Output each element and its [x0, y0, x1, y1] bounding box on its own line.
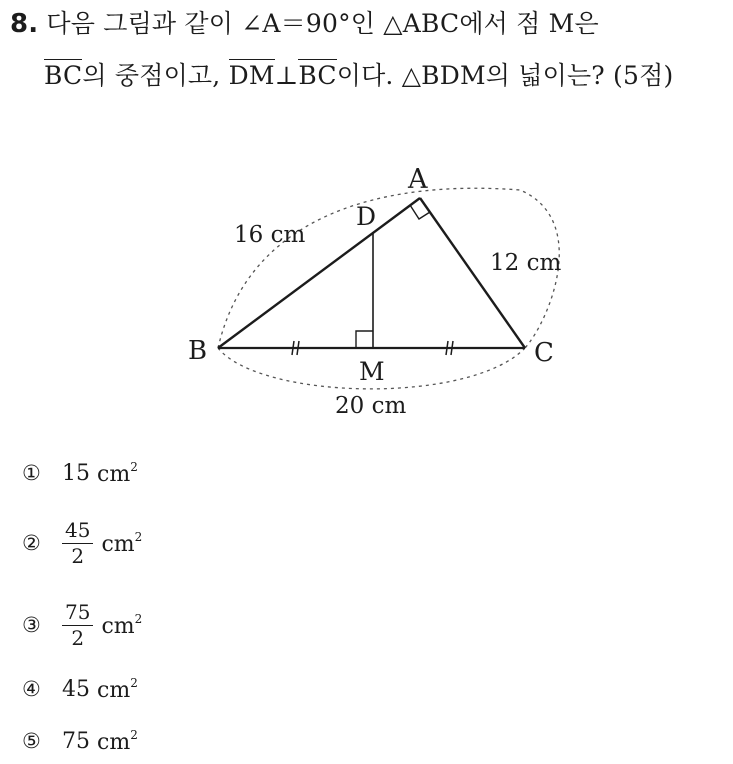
choice-mark-3: ③	[22, 613, 41, 637]
choice-3-unit: cm	[101, 613, 135, 639]
question-text-end: 이다. △BDM의 넓이는? (5점)	[336, 61, 674, 90]
segment-bc-notation-2: BC	[298, 61, 337, 90]
triangle-figure	[170, 150, 590, 430]
length-label-ab: 16 cm	[234, 222, 306, 248]
choice-5-exponent: 2	[130, 727, 138, 742]
equal-tick-mc-1	[446, 341, 448, 355]
choice-3[interactable]	[22, 600, 143, 650]
choice-2-unit: cm	[101, 531, 135, 557]
segment-bc-notation: BC	[44, 61, 83, 90]
choice-2[interactable]	[22, 518, 143, 568]
vertex-label-b: B	[188, 336, 208, 366]
perpendicular-symbol: ⊥	[274, 61, 299, 90]
question-line-2	[44, 56, 673, 92]
choice-5-value: 75	[62, 728, 90, 754]
choice-4-unit-wrap	[90, 676, 138, 703]
choice-mark-5: ⑤	[22, 729, 41, 753]
choice-2-denominator: 2	[71, 543, 85, 568]
question-text-midpoint: 의 중점이고,	[82, 61, 221, 90]
point-label-d: D	[356, 202, 377, 231]
choice-5-unit: cm	[97, 729, 131, 755]
choice-4-exponent: 2	[130, 675, 138, 690]
choice-5-unit-wrap	[90, 728, 138, 755]
choice-5[interactable]	[22, 721, 138, 761]
equal-tick-mc-2	[451, 341, 453, 355]
question-text-line-1: 다음 그림과 같이 ∠A＝90°인 △ABC에서 점 M은	[46, 9, 599, 38]
choice-1[interactable]	[22, 453, 138, 493]
choice-2-unit-wrap	[101, 530, 142, 557]
choice-mark-4: ④	[22, 677, 41, 701]
choice-2-numerator: 45	[62, 519, 93, 543]
choice-4[interactable]	[22, 669, 138, 709]
choice-mark-2: ②	[22, 531, 41, 555]
choice-2-exponent: 2	[134, 529, 143, 544]
question-line-1	[10, 4, 599, 40]
choice-mark-1: ①	[22, 461, 41, 485]
equal-tick-bm-1	[292, 341, 294, 355]
choice-4-value: 45	[62, 676, 90, 702]
choice-3-numerator: 75	[62, 601, 93, 625]
choice-1-exponent: 2	[130, 459, 138, 474]
vertex-label-a: A	[408, 164, 428, 195]
segment-dm-notation: DM	[228, 61, 275, 90]
choice-3-unit-wrap	[101, 612, 142, 639]
choice-3-fraction	[62, 601, 93, 649]
right-angle-mark-m	[356, 331, 373, 348]
point-label-m: M	[359, 357, 385, 386]
vertex-label-c: C	[534, 338, 554, 368]
side-ab	[218, 198, 420, 348]
length-label-bc: 20 cm	[335, 393, 407, 419]
choice-1-unit-wrap	[90, 460, 138, 487]
choice-1-value: 15	[62, 460, 90, 486]
choice-4-unit: cm	[97, 677, 131, 703]
question-number: 8.	[10, 9, 39, 39]
choice-3-denominator: 2	[71, 625, 85, 650]
choice-1-unit: cm	[97, 461, 131, 487]
choice-2-fraction	[62, 519, 93, 567]
choice-3-exponent: 2	[134, 611, 143, 626]
length-label-ac: 12 cm	[490, 250, 562, 276]
equal-tick-bm-2	[297, 341, 299, 355]
